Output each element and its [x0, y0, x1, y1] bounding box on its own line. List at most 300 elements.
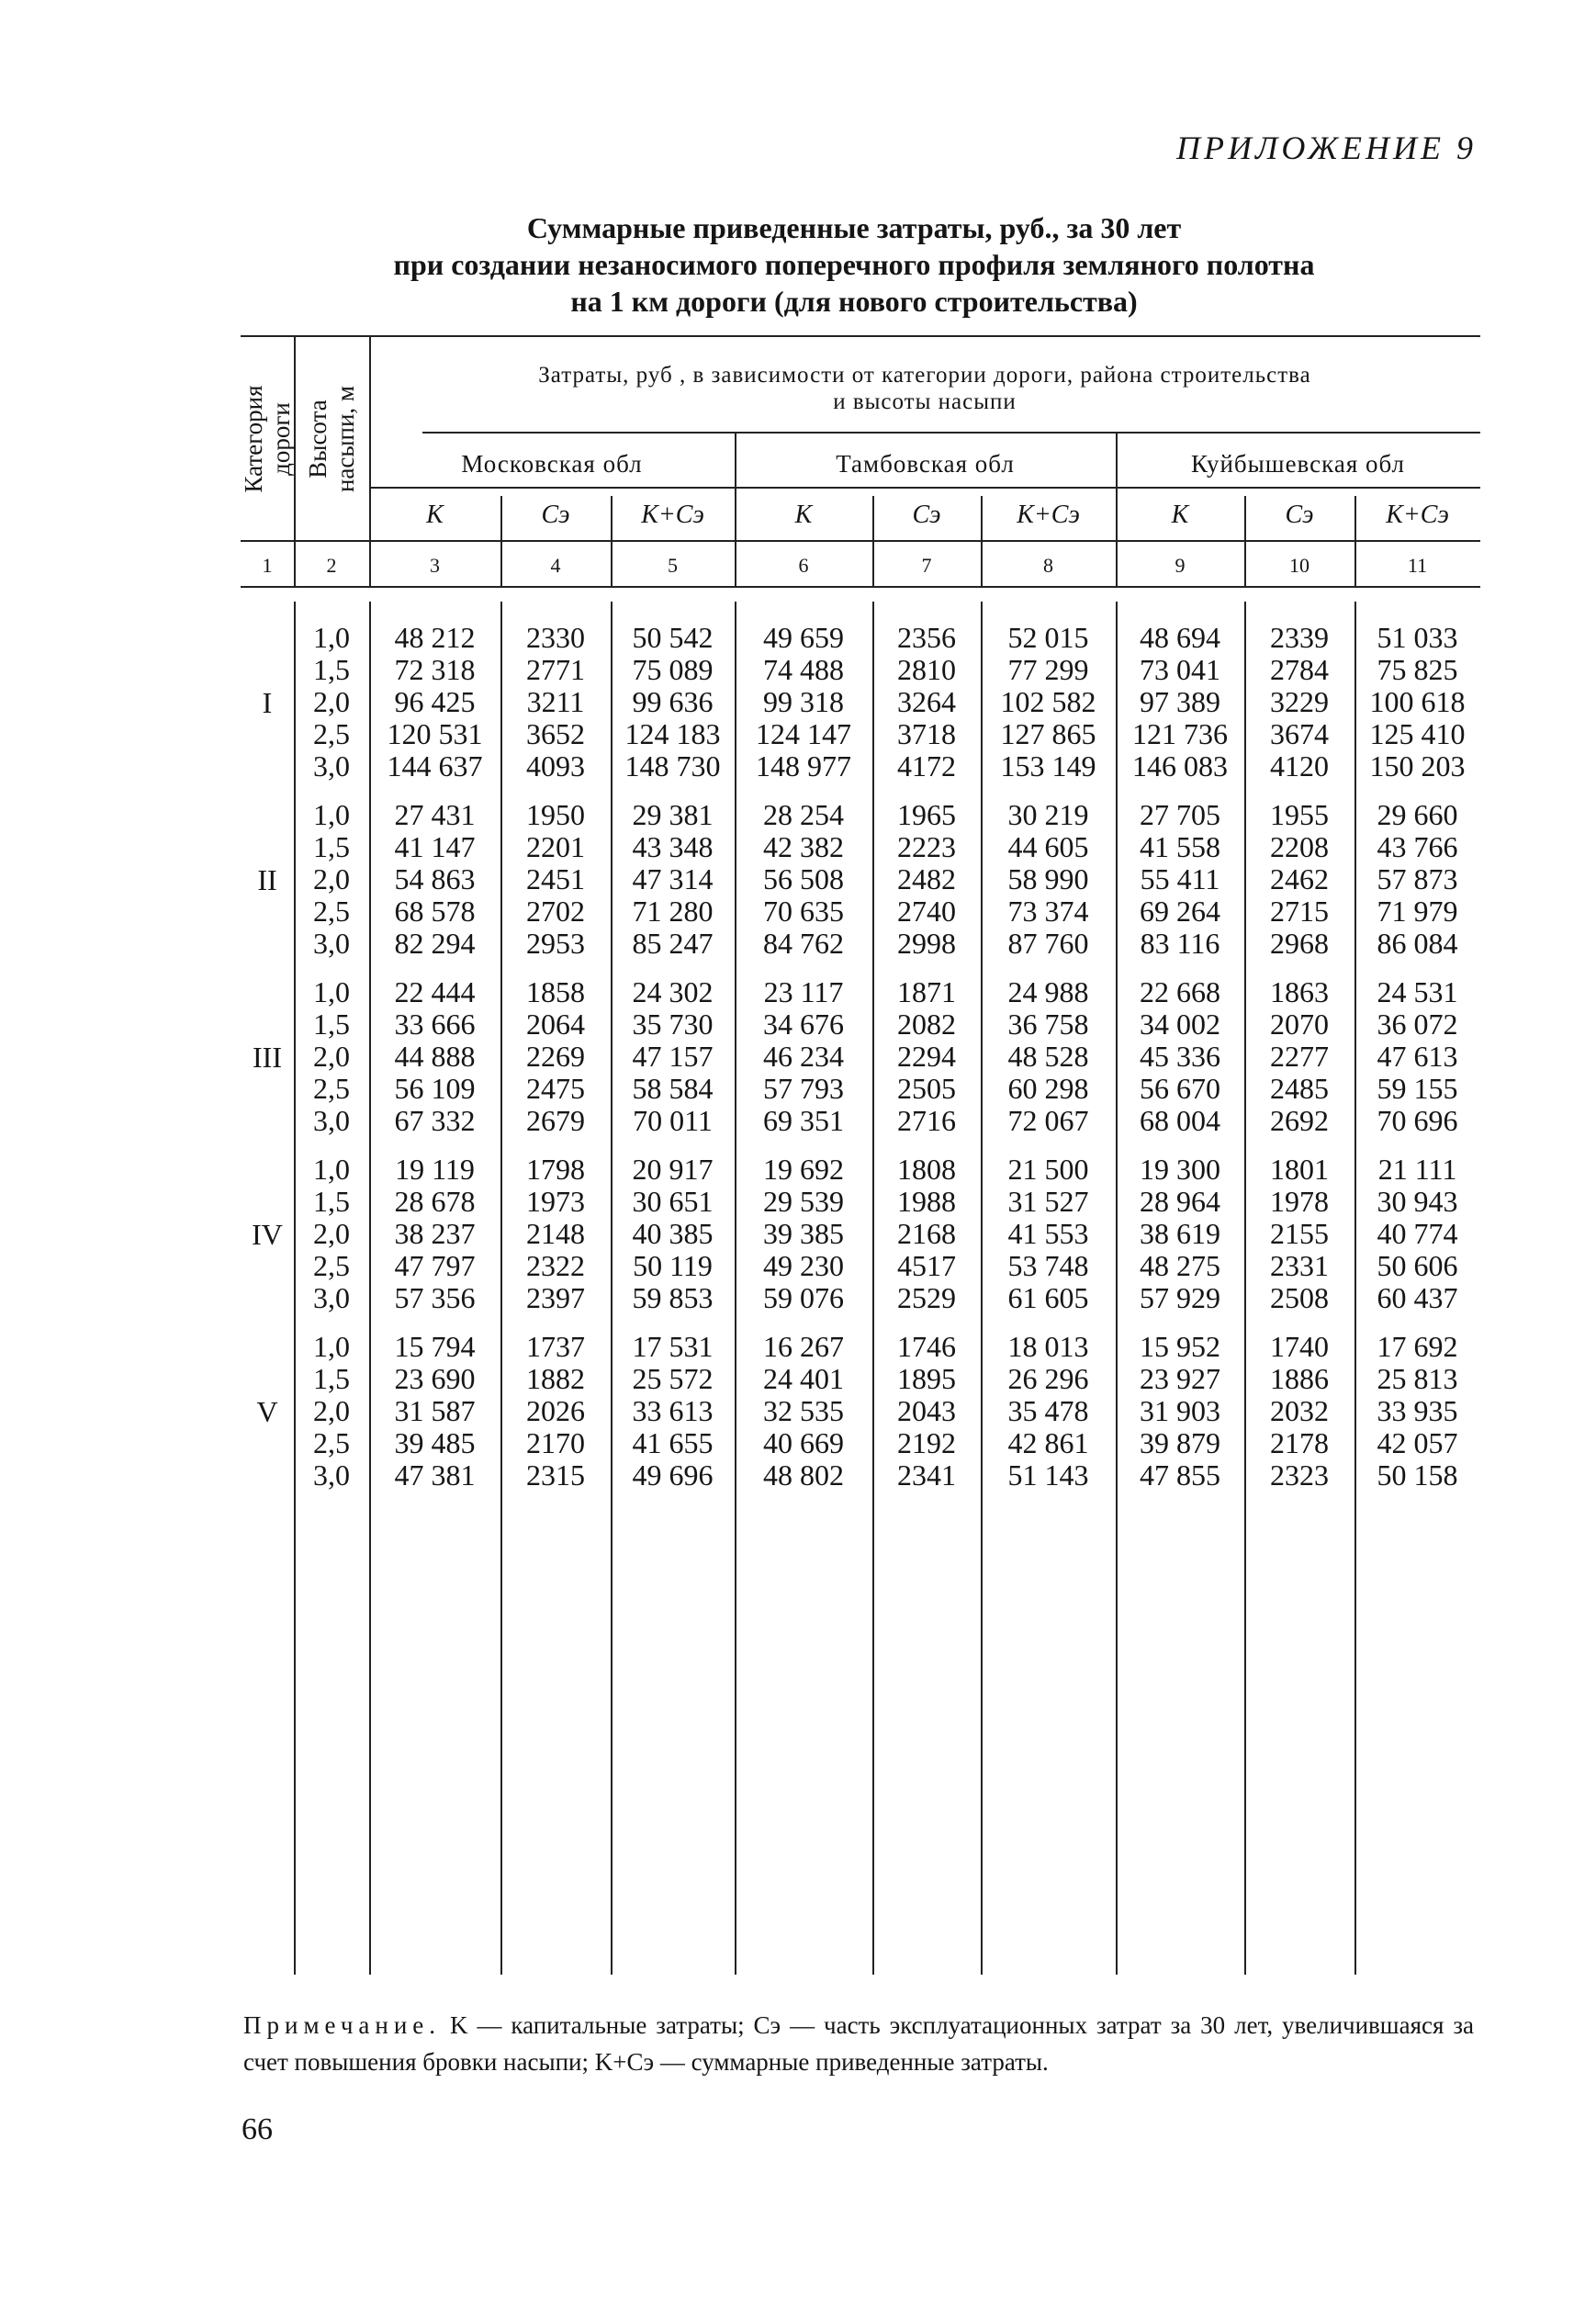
cost-value: 35 478: [1007, 1394, 1089, 1427]
cost-value: 100 618: [1369, 685, 1466, 718]
subcolumn-header: K: [1171, 501, 1189, 529]
value-column: [735, 1154, 872, 1314]
cost-value: 2148: [526, 1217, 585, 1250]
height-value: 1,0: [313, 975, 350, 1008]
cost-value: 48 802: [763, 1458, 844, 1492]
height-value: 3,0: [313, 749, 350, 783]
cost-value: 19 119: [395, 1153, 475, 1186]
cost-value: 35 730: [632, 1008, 714, 1041]
value-column: [611, 1331, 735, 1492]
table-note: [243, 2007, 1474, 2080]
height-value: 1,0: [313, 1330, 350, 1363]
value-column: [872, 622, 981, 783]
cost-value: 144 637: [387, 749, 483, 783]
value-column: [1354, 976, 1480, 1137]
value-column: [981, 799, 1116, 960]
table-title: [303, 209, 1405, 320]
cost-value: 2032: [1270, 1394, 1329, 1427]
height-value: 1,5: [313, 830, 350, 863]
cost-value: 2341: [897, 1458, 956, 1492]
cost-value: 41 558: [1140, 830, 1220, 863]
region-rule: [422, 432, 1480, 434]
cost-value: 2322: [526, 1249, 585, 1282]
cost-value: 68 578: [394, 895, 476, 928]
cost-value: 50 158: [1377, 1458, 1458, 1492]
cost-value: 47 613: [1377, 1040, 1458, 1073]
cost-value: 121 736: [1132, 717, 1228, 750]
cost-value: 2192: [897, 1426, 956, 1459]
cost-value: 56 109: [394, 1072, 476, 1105]
header-bottom-rule: [241, 586, 1480, 588]
cost-value: 44 888: [394, 1040, 476, 1073]
cost-value: 1978: [1270, 1185, 1329, 1218]
category-label: II: [257, 863, 277, 896]
cost-value: 75 089: [632, 653, 714, 686]
value-column: [1116, 622, 1244, 783]
cost-value: 24 302: [632, 975, 714, 1008]
cost-value: 56 670: [1140, 1072, 1220, 1105]
cost-value: 2330: [526, 621, 585, 654]
cost-value: 1886: [1270, 1362, 1329, 1395]
cost-value: 40 669: [763, 1426, 844, 1459]
height-values: [294, 622, 369, 783]
cost-value: 3652: [526, 717, 585, 750]
height-value: 2,0: [313, 685, 350, 718]
cost-value: 2155: [1270, 1217, 1329, 1250]
column-number: 2: [326, 554, 337, 577]
cost-value: 3718: [897, 717, 956, 750]
column-number: 10: [1289, 554, 1309, 577]
value-column: [1116, 1331, 1244, 1492]
cost-value: 29 539: [763, 1185, 844, 1218]
cost-value: 2082: [897, 1008, 956, 1041]
cost-value: 29 660: [1377, 798, 1458, 831]
cost-value: 2485: [1270, 1072, 1329, 1105]
cost-value: 127 865: [1000, 717, 1096, 750]
cost-value: 71 280: [632, 895, 714, 928]
cost-value: 1882: [526, 1362, 585, 1395]
cost-value: 22 668: [1140, 975, 1220, 1008]
cost-value: 31 527: [1007, 1185, 1089, 1218]
cost-value: 40 385: [632, 1217, 714, 1250]
cost-value: 3211: [526, 685, 585, 718]
column-number: 6: [798, 554, 809, 577]
cost-value: 40 774: [1377, 1217, 1458, 1250]
costs-header: Затраты, руб , в зависимости от категории дороги, района строительства: [538, 363, 1311, 388]
cost-value: 42 861: [1007, 1426, 1089, 1459]
value-column: [500, 1331, 611, 1492]
cost-value: 16 267: [763, 1330, 844, 1363]
cost-value: 52 015: [1007, 621, 1089, 654]
cost-value: 2475: [526, 1072, 585, 1105]
height-value: 2,0: [313, 1217, 350, 1250]
category-label: III: [253, 1041, 282, 1074]
region-header: Тамбовская обл: [836, 450, 1015, 478]
cost-value: 2702: [526, 895, 585, 928]
height-value: 1,5: [313, 653, 350, 686]
value-column: [981, 1331, 1116, 1492]
cost-value: 19 692: [763, 1153, 844, 1186]
height-value: 1,5: [313, 1008, 350, 1041]
cost-value: 3264: [897, 685, 956, 718]
cost-value: 15 952: [1140, 1330, 1220, 1363]
cost-value: 60 437: [1377, 1281, 1458, 1314]
cost-value: 33 666: [394, 1008, 476, 1041]
cost-value: 2482: [897, 862, 956, 895]
value-column: [735, 976, 872, 1137]
subcolumn-header: K+Cэ: [641, 501, 704, 529]
value-column: [369, 622, 500, 783]
cost-value: 48 694: [1140, 621, 1220, 654]
category-label: IV: [252, 1218, 283, 1251]
value-column: [369, 1154, 500, 1314]
cost-value: 85 247: [632, 927, 714, 960]
cost-value: 4172: [897, 749, 956, 783]
appendix-label: ПРИЛОЖЕНИЕ 9: [1176, 129, 1477, 166]
cost-value: 41 553: [1007, 1217, 1089, 1250]
header-rule: [241, 540, 1480, 542]
cost-value: 83 116: [1140, 927, 1220, 960]
cost-value: 120 531: [387, 717, 483, 750]
column-number: 5: [668, 554, 678, 577]
cost-value: 2810: [897, 653, 956, 686]
cost-value: 72 067: [1007, 1104, 1089, 1137]
cost-value: 2168: [897, 1217, 956, 1250]
cost-value: 31 903: [1140, 1394, 1220, 1427]
cost-value: 28 964: [1140, 1185, 1220, 1218]
cost-value: 3229: [1270, 685, 1329, 718]
cost-value: 2178: [1270, 1426, 1329, 1459]
value-column: [500, 976, 611, 1137]
cost-value: 1871: [897, 975, 956, 1008]
cost-value: 25 813: [1377, 1362, 1458, 1395]
height-value: 1,0: [313, 621, 350, 654]
cost-value: 70 635: [763, 895, 844, 928]
height-value: 2,0: [313, 1394, 350, 1427]
value-column: [1354, 799, 1480, 960]
value-column: [369, 976, 500, 1137]
subcolumn-header: Cэ: [1285, 501, 1314, 529]
cost-value: 2692: [1270, 1104, 1329, 1137]
cost-value: 72 318: [394, 653, 476, 686]
value-column: [1116, 799, 1244, 960]
cost-value: 22 444: [394, 975, 476, 1008]
header-text: дороги: [267, 402, 295, 476]
cost-value: 70 696: [1377, 1104, 1458, 1137]
value-column: [872, 1331, 981, 1492]
header-text: насыпи, м: [332, 385, 359, 493]
cost-value: 69 351: [763, 1104, 844, 1137]
subcolumn-header: Cэ: [912, 501, 941, 529]
cost-value: 2269: [526, 1040, 585, 1073]
cost-value: 2223: [897, 830, 956, 863]
cost-value: 59 155: [1377, 1072, 1458, 1105]
cost-value: 2740: [897, 895, 956, 928]
cost-value: 33 935: [1377, 1394, 1458, 1427]
value-column: [611, 976, 735, 1137]
cost-value: 73 374: [1007, 895, 1089, 928]
cost-value: 43 766: [1377, 830, 1458, 863]
cost-value: 46 234: [763, 1040, 844, 1073]
cost-value: 2784: [1270, 653, 1329, 686]
cost-value: 2998: [897, 927, 956, 960]
value-column: [981, 622, 1116, 783]
value-column: [735, 622, 872, 783]
height-value: 3,0: [313, 1104, 350, 1137]
cost-value: 57 356: [394, 1281, 476, 1314]
cost-value: 73 041: [1140, 653, 1220, 686]
cost-value: 1950: [526, 798, 585, 831]
cost-value: 2323: [1270, 1458, 1329, 1492]
costs-header: и высоты насыпи: [833, 389, 1017, 414]
cost-value: 18 013: [1007, 1330, 1089, 1363]
cost-value: 31 587: [394, 1394, 476, 1427]
height-value: 1,5: [313, 1362, 350, 1395]
cost-value: 2715: [1270, 895, 1329, 928]
height-value: 2,5: [313, 1249, 350, 1282]
region-header: Московская обл: [461, 450, 643, 478]
cost-value: 43 348: [632, 830, 714, 863]
value-column: [981, 976, 1116, 1137]
cost-value: 102 582: [1000, 685, 1096, 718]
height-value: 2,5: [313, 1072, 350, 1105]
cost-value: 2462: [1270, 862, 1329, 895]
cost-value: 2771: [526, 653, 585, 686]
cost-value: 148 730: [624, 749, 721, 783]
cost-value: 57 873: [1377, 862, 1458, 895]
height-value: 2,0: [313, 1040, 350, 1073]
cost-value: 25 572: [632, 1362, 714, 1395]
cost-value: 36 758: [1007, 1008, 1089, 1041]
cost-value: 59 853: [632, 1281, 714, 1314]
value-column: [981, 1154, 1116, 1314]
value-column: [369, 1331, 500, 1492]
cost-value: 58 584: [632, 1072, 714, 1105]
cost-value: 24 401: [763, 1362, 844, 1395]
category-label: I: [262, 686, 273, 719]
column-number: 1: [262, 554, 273, 577]
cost-value: 125 410: [1369, 717, 1466, 750]
cost-value: 48 528: [1007, 1040, 1089, 1073]
cost-value: 1973: [526, 1185, 585, 1218]
cost-value: 49 659: [763, 621, 844, 654]
cost-value: 96 425: [394, 685, 476, 718]
cost-value: 2331: [1270, 1249, 1329, 1282]
subcolumn-header: K+Cэ: [1386, 501, 1449, 529]
value-column: [1244, 1331, 1354, 1492]
cost-value: 124 183: [624, 717, 721, 750]
cost-value: 42 382: [763, 830, 844, 863]
value-column: [1354, 622, 1480, 783]
cost-value: 47 797: [394, 1249, 476, 1282]
subcolumn-header: Cэ: [541, 501, 570, 529]
cost-value: 38 619: [1140, 1217, 1220, 1250]
cost-value: 51 033: [1377, 621, 1458, 654]
height-values: [294, 976, 369, 1137]
column-number: 9: [1175, 554, 1186, 577]
cost-value: 15 794: [394, 1330, 476, 1363]
cost-value: 2070: [1270, 1008, 1329, 1041]
cost-value: 41 655: [632, 1426, 714, 1459]
cost-value: 4093: [526, 749, 585, 783]
cost-value: 49 696: [632, 1458, 714, 1492]
height-value: 1,0: [313, 1153, 350, 1186]
table-top-rule: [241, 335, 1480, 337]
height-value: 3,0: [313, 927, 350, 960]
cost-value: 47 381: [394, 1458, 476, 1492]
cost-value: 49 230: [763, 1249, 844, 1282]
height-values: [294, 799, 369, 960]
cost-value: 60 298: [1007, 1072, 1089, 1105]
cost-value: 29 381: [632, 798, 714, 831]
cost-value: 2277: [1270, 1040, 1329, 1073]
cost-value: 39 485: [394, 1426, 476, 1459]
value-column: [872, 976, 981, 1137]
cost-value: 2294: [897, 1040, 956, 1073]
category-label: V: [256, 1395, 278, 1428]
height-values: [294, 1331, 369, 1492]
cost-value: 20 917: [632, 1153, 714, 1186]
cost-value: 1740: [1270, 1330, 1329, 1363]
cost-value: 26 296: [1007, 1362, 1089, 1395]
value-column: [735, 799, 872, 960]
cost-value: 34 676: [763, 1008, 844, 1041]
cost-value: 17 531: [632, 1330, 714, 1363]
value-column: [1244, 976, 1354, 1137]
cost-value: 30 943: [1377, 1185, 1458, 1218]
cost-value: 1965: [897, 798, 956, 831]
cost-value: 1863: [1270, 975, 1329, 1008]
value-column: [369, 799, 500, 960]
cost-value: 71 979: [1377, 895, 1458, 928]
cost-value: 70 011: [633, 1104, 713, 1137]
cost-value: 28 254: [763, 798, 844, 831]
cost-value: 99 636: [632, 685, 714, 718]
height-value: 3,0: [313, 1281, 350, 1314]
cost-value: 30 651: [632, 1185, 714, 1218]
cost-value: 50 606: [1377, 1249, 1458, 1282]
region-header: Куйбышевская обл: [1190, 450, 1406, 478]
cost-value: 99 318: [763, 685, 844, 718]
cost-value: 1808: [897, 1153, 956, 1186]
cost-value: 146 083: [1132, 749, 1228, 783]
cost-value: 86 084: [1377, 927, 1458, 960]
cost-value: 24 988: [1007, 975, 1089, 1008]
cost-value: 82 294: [394, 927, 476, 960]
value-column: [1354, 1154, 1480, 1314]
cost-value: 148 977: [756, 749, 851, 783]
subcolumn-header: K+Cэ: [1017, 501, 1080, 529]
subcolumn-header: K: [426, 501, 444, 529]
subcol-rule: [369, 487, 1480, 489]
height-value: 2,5: [313, 1426, 350, 1459]
column-number: 4: [550, 554, 561, 577]
header-text: Категория: [240, 385, 267, 493]
cost-value: 54 863: [394, 862, 476, 895]
cost-value: 30 219: [1007, 798, 1089, 831]
value-column: [500, 1154, 611, 1314]
cost-value: 2201: [526, 830, 585, 863]
value-column: [611, 1154, 735, 1314]
cost-value: 2716: [897, 1104, 956, 1137]
cost-value: 28 678: [394, 1185, 476, 1218]
cost-value: 2508: [1270, 1281, 1329, 1314]
cost-value: 39 385: [763, 1217, 844, 1250]
cost-value: 47 855: [1140, 1458, 1220, 1492]
value-column: [1244, 622, 1354, 783]
value-column: [500, 622, 611, 783]
title-line: Суммарные приведенные затраты, руб., за 30 лет: [526, 211, 1182, 244]
cost-value: 2043: [897, 1394, 956, 1427]
title-line: на 1 км дороги (для нового строительства): [570, 285, 1138, 318]
cost-value: 4120: [1270, 749, 1329, 783]
cost-value: 2529: [897, 1281, 956, 1314]
cost-value: 2170: [526, 1426, 585, 1459]
cost-value: 24 531: [1377, 975, 1458, 1008]
cost-value: 87 760: [1007, 927, 1089, 960]
column-number: 8: [1043, 554, 1053, 577]
cost-value: 2315: [526, 1458, 585, 1492]
value-column: [1116, 1154, 1244, 1314]
cost-value: 2968: [1270, 927, 1329, 960]
cost-value: 2953: [526, 927, 585, 960]
cost-value: 2064: [526, 1008, 585, 1041]
cost-value: 58 990: [1007, 862, 1089, 895]
height-column-header: [304, 338, 359, 540]
column-number: 3: [430, 554, 440, 577]
height-value: 1,0: [313, 798, 350, 831]
subcolumn-header: K: [794, 501, 813, 529]
cost-value: 74 488: [763, 653, 844, 686]
value-column: [1244, 799, 1354, 960]
cost-value: 2451: [526, 862, 585, 895]
cost-value: 2505: [897, 1072, 956, 1105]
cost-value: 4517: [897, 1249, 956, 1282]
cost-value: 84 762: [763, 927, 844, 960]
cost-value: 1858: [526, 975, 585, 1008]
cost-value: 2026: [526, 1394, 585, 1427]
height-value: 3,0: [313, 1458, 350, 1492]
cost-value: 50 542: [632, 621, 714, 654]
cost-value: 48 212: [394, 621, 476, 654]
cost-value: 59 076: [763, 1281, 844, 1314]
cost-value: 57 929: [1140, 1281, 1220, 1314]
cost-value: 1801: [1270, 1153, 1329, 1186]
cost-value: 69 264: [1140, 895, 1220, 928]
cost-value: 2397: [526, 1281, 585, 1314]
cost-value: 32 535: [763, 1394, 844, 1427]
cost-value: 2339: [1270, 621, 1329, 654]
cost-value: 34 002: [1140, 1008, 1220, 1041]
cost-value: 61 605: [1007, 1281, 1089, 1314]
cost-value: 2208: [1270, 830, 1329, 863]
height-value: 2,5: [313, 895, 350, 928]
cost-value: 47 157: [632, 1040, 714, 1073]
page-number: 66: [242, 2112, 273, 2146]
cost-value: 45 336: [1140, 1040, 1220, 1073]
cost-value: 17 692: [1377, 1330, 1458, 1363]
cost-value: 33 613: [632, 1394, 714, 1427]
cost-value: 1737: [526, 1330, 585, 1363]
cost-value: 153 149: [1000, 749, 1096, 783]
column-number: 7: [921, 554, 932, 577]
value-column: [1354, 1331, 1480, 1492]
cost-value: 1988: [897, 1185, 956, 1218]
cost-value: 27 431: [394, 798, 476, 831]
value-column: [611, 799, 735, 960]
cost-value: 2356: [897, 621, 956, 654]
cost-value: 1895: [897, 1362, 956, 1395]
